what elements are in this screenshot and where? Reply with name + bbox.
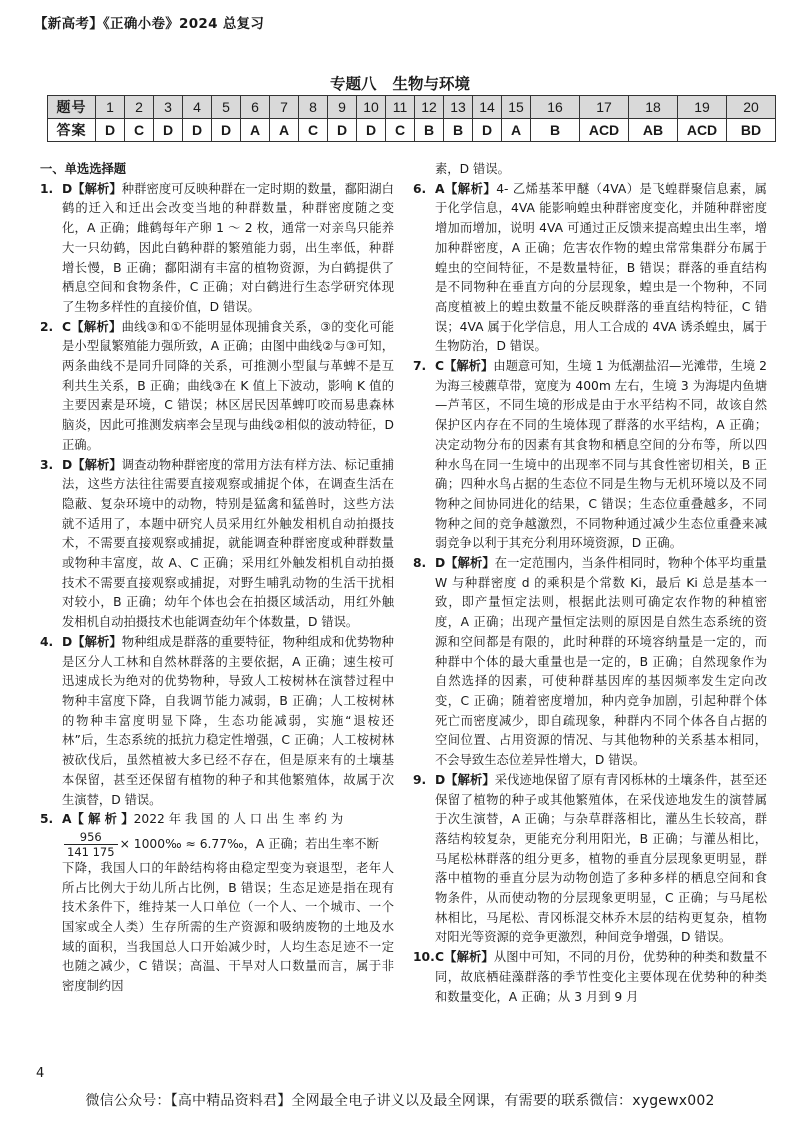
question-number-cell: 13 xyxy=(444,96,473,119)
question-number-cell: 14 xyxy=(473,96,502,119)
item-number: 7. xyxy=(413,359,427,374)
answer-key: D【解析】 xyxy=(62,457,122,472)
answer-cell: A xyxy=(241,119,270,142)
row-label: 答案 xyxy=(48,119,96,142)
answer-cell: C xyxy=(125,119,154,142)
question-number-cell: 1 xyxy=(96,96,125,119)
fraction-numerator: 956 xyxy=(64,830,118,845)
question-number-cell: 6 xyxy=(241,96,270,119)
item-number: 2. xyxy=(40,319,54,334)
explanation-text: 2022 年 我 国 的 人 口 出 生 率 约 为 xyxy=(133,812,344,827)
item-number: 5. xyxy=(40,812,54,827)
birth-rate-formula xyxy=(40,830,394,859)
answer-table xyxy=(47,95,776,142)
answer-key: D【解析】 xyxy=(62,634,122,649)
topic-name: 生物与环境 xyxy=(392,75,471,93)
answer-key: C【解析】 xyxy=(435,950,494,965)
continued-text: 素，D 错误。 xyxy=(435,162,510,176)
answer-row xyxy=(48,119,776,142)
answer-key: C【解析】 xyxy=(435,359,494,374)
topic-title xyxy=(0,72,800,94)
question-number-cell: 20 xyxy=(727,96,776,119)
question-number-cell: 2 xyxy=(125,96,154,119)
solution-9 xyxy=(413,771,767,948)
question-number-cell: 18 xyxy=(629,96,678,119)
answer-cell: B xyxy=(531,119,580,142)
item-number: 6. xyxy=(413,181,427,196)
explanation-text: 采伐迹地保留了原有青冈栎林的土壤条件，甚至还保留了植物的种子或其他繁殖体，在采伐迹地发生的演替属于次生演替，A 正确；与杂草群落相比，灌丛生长较高，群落结构较复杂，更能充分利用阳光，B 正确；与灌丛相比，马尾松林群落的组分更多，植物的垂直分层现象更明显，群落中植物的垂直分层为动物创造了多种多样的栖息空间和食物条件，从而使动物的分层现象更明显，C 正确；与马尾松林相比，马尾松、青冈栎混交林乔木层的结构更复杂，植物对阳光等资源的竞争更激烈，种间竞争增强，D 错误。 xyxy=(435,772,767,945)
left-column xyxy=(40,160,394,997)
answer-cell: B xyxy=(415,119,444,142)
topic-number: 专题八 xyxy=(329,75,377,93)
solution-10 xyxy=(413,948,767,1007)
question-number-cell: 3 xyxy=(154,96,183,119)
item-number: 3. xyxy=(40,457,54,472)
formula-text: × 1000‰ ≈ 6.77‰，A 正确；若出生率不断 xyxy=(119,836,379,851)
answer-cell: A xyxy=(502,119,531,142)
answer-cell: D xyxy=(328,119,357,142)
answer-key: A【解析】 xyxy=(435,181,497,196)
fraction xyxy=(64,830,118,859)
explanation-text: 调查动物种群密度的常用方法有样方法、标记重捕法，这些方法往往需要直接观察或捕捉个体，在调查生活在隐蔽、复杂环境中的动物，特别是猛禽和猛兽时，这些方法就不适用了，本题中研究人员采用红外触发相机自动拍摄技术，不需要直接观察或捕捉，就能调查种群密度或种群数量或物种丰富度，故 A、C 正确；采用红外触发相机自动拍摄技术不需要直接观察或捕捉，对野生哺乳动物的生活干扰相对较小，B 正确；幼年个体也会在拍摄区域活动，用红外触发相机自动拍摄技术也能调查幼年个体数量，D 错误。 xyxy=(62,457,394,630)
answer-cell: D xyxy=(154,119,183,142)
question-number-cell: 10 xyxy=(357,96,386,119)
answer-cell: D xyxy=(183,119,212,142)
answer-cell: BD xyxy=(727,119,776,142)
solution-7 xyxy=(413,357,767,554)
solution-1 xyxy=(40,180,394,318)
explanation-text: 4- 乙烯基苯甲醚（4VA）是飞蝗群聚信息素，属于化学信息，4VA 能影响蝗虫种群密度变化，并随种群密度增加而增加，说明 4VA 可通过正反馈来提高蝗虫出生率，增加种群密度，A 正确；危害农作物的蝗虫常常集群分布属于蝗虫的空间特征，不是数量特征，B 错误；群落的垂直结构是不同物种在垂直方向的分层现象，蝗虫是一个物种，不同高度植被上的蝗虫数量不能反映群落的垂直结构特征，C 错误；4VA 属于化学信息，用人工合成的 4VA 诱杀蝗虫，属于生物防治，D 错误。 xyxy=(435,181,767,354)
item-number: 9. xyxy=(413,772,427,787)
explanation-text: 种群密度可反映种群在一定时期的数量，鄱阳湖白鹤的迁入和迁出会改变当地的种群数量，种群密度随之变化，A 正确；雌鹤每年产卵 1 ～ 2 枚，通常一对亲鸟只能养大一只幼鹤，因此白鹤种群的繁殖能力弱，出生率低，种群增长慢，B 正确；鄱阳湖有丰富的植物资源，为白鹤提供了栖息空间和食物条件，C 正确；对白鹤进行生态学研究体现了生物多样性的直接价值，D 错误。 xyxy=(62,181,394,314)
series-header: 【新高考】《正确小卷》2024 总复习 xyxy=(34,16,265,32)
answer-key: D【解析】 xyxy=(435,556,495,571)
answer-cell: D xyxy=(212,119,241,142)
answer-cell: AB xyxy=(629,119,678,142)
answer-key: D【解析】 xyxy=(435,772,495,787)
question-number-cell: 19 xyxy=(678,96,727,119)
question-number-cell: 5 xyxy=(212,96,241,119)
footer-notice: 微信公众号：【高中精品资料君】全网最全电子讲义以及最全网课，有需要的联系微信：xygewx002 xyxy=(85,1093,715,1109)
explanation-text: 曲线③和①不能明显体现捕食关系，③的变化可能是小型鼠繁殖能力强所致，A 正确；由图中曲线②与③可知，两条曲线不是同升同降的关系，可推测小型鼠与革蜱不是互利共生关系，B 正确；曲线③在 K 值上下波动，影响 K 值的主要因素是环境，C 错误；林区居民因革蜱叮咬而易患森林脑炎，因此可推测发病率会呈现与曲线②相似的波动特征，D 正确。 xyxy=(62,319,394,452)
question-number-cell: 7 xyxy=(270,96,299,119)
solution-2 xyxy=(40,318,394,456)
item-number: 1. xyxy=(40,181,54,196)
explanation-text: 从图中可知，不同的月份，优势种的种类和数量不同，故底栖硅藻群落的季节性变化主要体现在优势种的种类和数量变化，A 正确；从 3 月到 9 月 xyxy=(435,950,767,1004)
explanation-text: 由题意可知，生境 1 为低潮盐沼—光滩带，生境 2 为海三棱藨草带，宽度为 400m 左右，生境 3 为海堤内鱼塘—芦苇区，不同生境的形成是由于水平结构不同，故该自然保护区内存在不同的生境体现了群落的水平结构，A 正确；决定动物分布的因素有其食物和栖息空间的分布等，所以四种水鸟在同一生境中的出现率不同与其食性密切相关，B 正确；四种水鸟占据的生态位不同是生物与无机环境以及不同物种之间协同进化的结果，C 错误；生态位重叠越多，不同物种之间的竞争越激烈，不同物种通过减少生态位重叠来减弱竞争以利于其充分利用环境资源，D 正确。 xyxy=(435,359,767,551)
solution-3 xyxy=(40,456,394,633)
question-number-cell: 12 xyxy=(415,96,444,119)
answer-cell: B xyxy=(444,119,473,142)
solution-5 xyxy=(40,810,394,830)
right-column xyxy=(413,160,767,1007)
answer-cell: C xyxy=(299,119,328,142)
answer-cell: D xyxy=(96,119,125,142)
answer-cell: D xyxy=(357,119,386,142)
answer-key: D【解析】 xyxy=(62,181,122,196)
item-number: 10. xyxy=(413,950,435,965)
solution-4 xyxy=(40,633,394,810)
explanation-text: 下降，我国人口的年龄结构将由稳定型变为衰退型，老年人所占比例大于幼儿所占比例，B 错误；生态足迹是指在现有技术条件下，维持某一人口单位（一个人、一个城市、一个国家或全人类）生存所需的生产资源和吸纳废物的土地及水域的面积，当我国总人口开始减少时，人均生态足迹不一定也随之减少，C 错误；高温、干旱对人口数量而言，属于非密度制约因 xyxy=(62,860,394,994)
explanation-text: 物种组成是群落的重要特征，物种组成和优势物种是区分人工林和自然林群落的主要依据，A 正确；速生桉可迅速成长为绝对的优势物种，导致人工桉树林在演替过程中物种丰富度下降，自我调节能力减弱，B 正确；人工桉树林的物种丰富度明显下降，生态功能减弱，实施“退桉还林”后，生态系统的抵抗力稳定性增强，C 正确；人工桉树林被砍伐后，虽然植被大多已经不存在，但是原来有的土壤基本保留，甚至还保留有植物的种子和其他繁殖体，故属于次生演替，D 错误。 xyxy=(62,634,394,807)
question-number-cell: 15 xyxy=(502,96,531,119)
solution-6 xyxy=(413,180,767,357)
question-number-row xyxy=(48,96,776,119)
question-number-cell: 11 xyxy=(386,96,415,119)
answer-cell: ACD xyxy=(678,119,727,142)
question-number-cell: 17 xyxy=(580,96,629,119)
item-number: 4. xyxy=(40,634,54,649)
item-number: 8. xyxy=(413,556,427,571)
explanation-text: 在一定范围内，当条件相同时，物种个体平均重量 W 与种群密度 d 的乘积是个常数 Ki，最后 Ki 总是基本一致，即产量恒定法则，根据此法则可确定农作物的种植密度，A 正确；出现产量恒定法则的原因是自然生态系统的资源和空间都是有限的，此时种群的环境容纳量是一定的，而种群中个体的最大重量也是一定的，B 正确；自然现象作为自然选择的因素，可使种群基因库的基因频率发生定向改变，C 正确；随着密度增加，种内竞争加剧，引起种群个体死亡而密度减少，即自疏现象，种群内不同个体各自占据的空间位置、占用资源的情况、与其他物种的关系基本相同，不会导致生态位差异性增大，D 错误。 xyxy=(435,556,767,768)
solution-8 xyxy=(413,554,767,771)
question-number-cell: 9 xyxy=(328,96,357,119)
answer-cell: D xyxy=(473,119,502,142)
question-number-cell: 4 xyxy=(183,96,212,119)
question-number-cell: 16 xyxy=(531,96,580,119)
answer-key: A【 解 析 】 xyxy=(62,812,134,827)
page-number: 4 xyxy=(36,1066,45,1081)
question-number-cell: 8 xyxy=(299,96,328,119)
row-label: 题号 xyxy=(48,96,96,119)
answer-cell: ACD xyxy=(580,119,629,142)
section-title: 一、单选选择题 xyxy=(40,162,127,176)
answer-cell: A xyxy=(270,119,299,142)
answer-key: C【解析】 xyxy=(62,319,122,334)
answer-cell: C xyxy=(386,119,415,142)
fraction-denominator: 141 175 xyxy=(67,844,115,859)
